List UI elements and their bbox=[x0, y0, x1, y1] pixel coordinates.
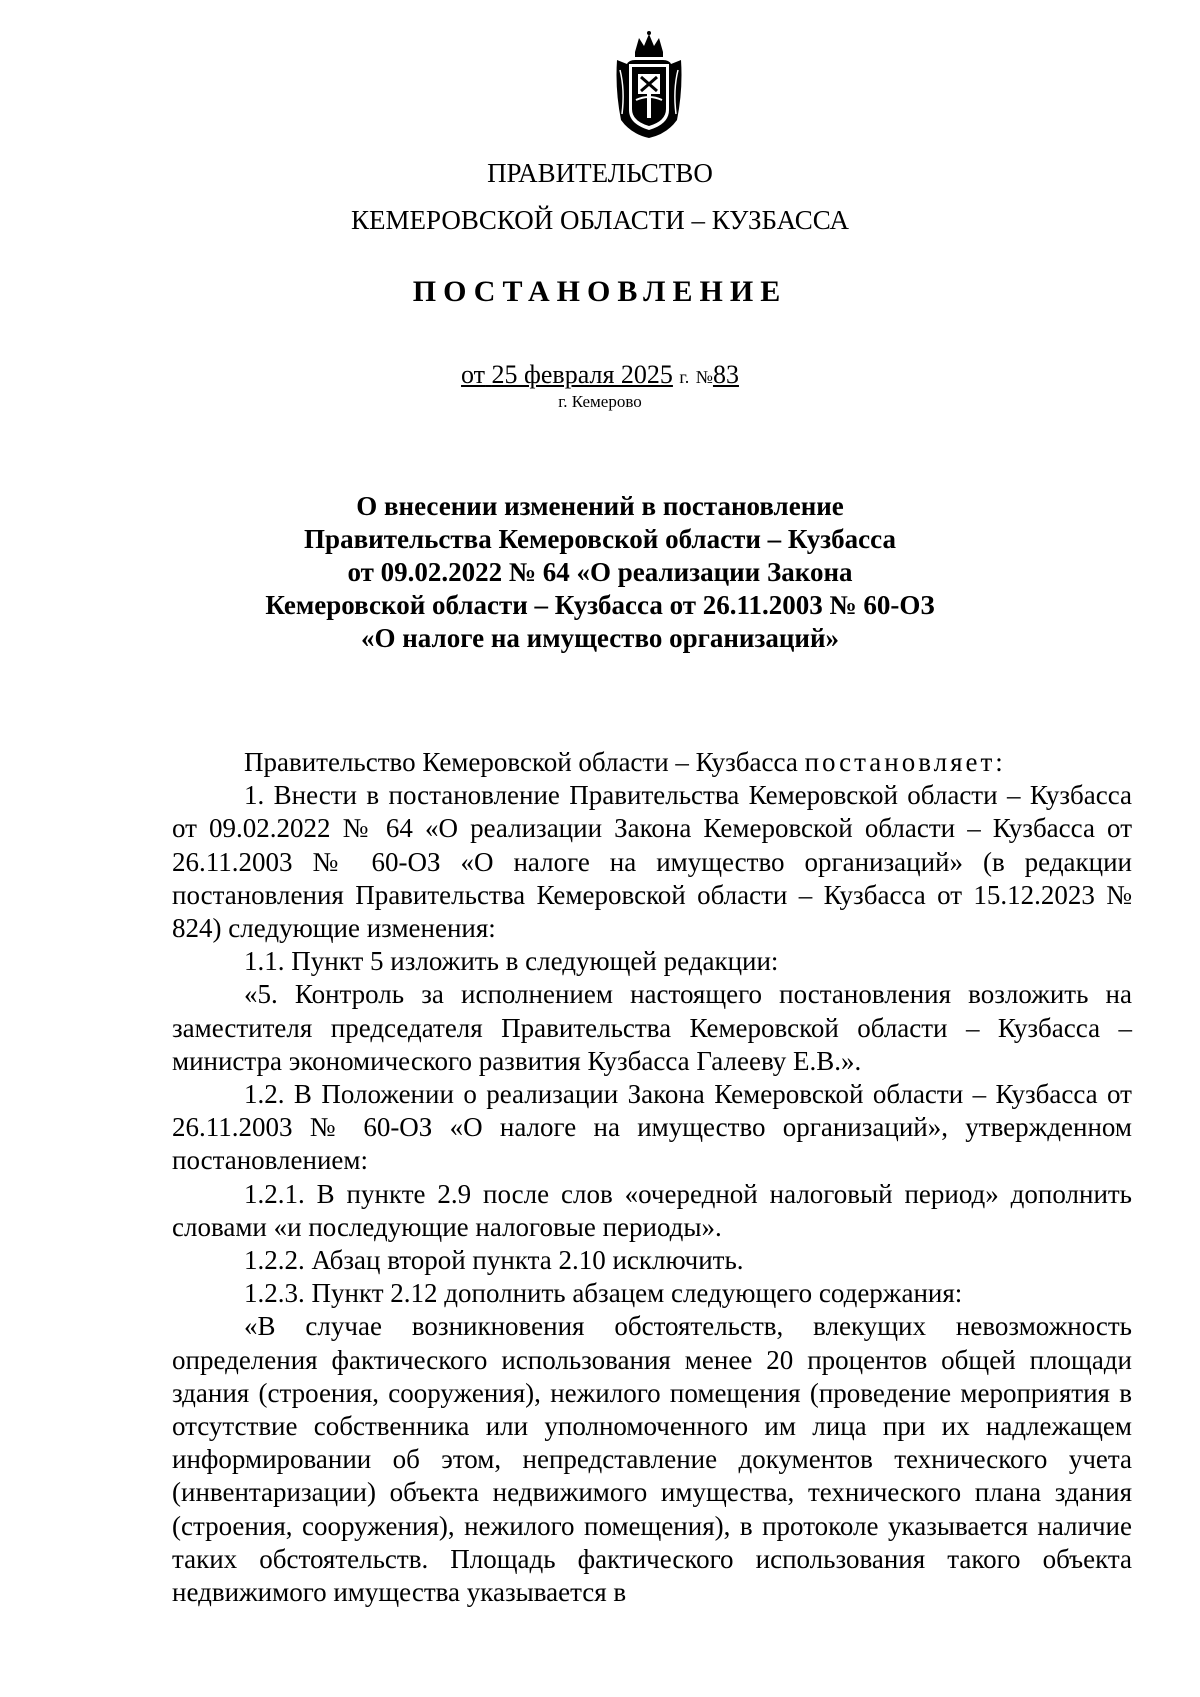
title-line: Правительства Кемеровской области – Кузбасса bbox=[304, 524, 896, 554]
document-city: г. Кемерово bbox=[558, 392, 642, 411]
title-line: «О налоге на имущество организаций» bbox=[361, 623, 839, 653]
organization-region: КЕМЕРОВСКОЙ ОБЛАСТИ – КУЗБАССА bbox=[351, 205, 849, 235]
body-paragraph: «5. Контроль за исполнением настоящего постановления возложить на заместителя председателя Правительства Кемеровской области – Кузбасса – министра экономического развития Кузбасса Галееву Е.В.». bbox=[172, 979, 1132, 1076]
document-date: 25 февраля 2025 bbox=[491, 360, 673, 389]
intro-decree-word: постановляет: bbox=[804, 747, 1006, 777]
title-line: О внесении изменений в постановление bbox=[356, 491, 844, 521]
document-number: 83 bbox=[712, 360, 739, 389]
kemerovo-region-coat-of-arms-icon bbox=[611, 30, 687, 140]
year-suffix: г. bbox=[679, 367, 690, 387]
body-paragraph: 1.2.3. Пункт 2.12 дополнить абзацем следующего содержания: bbox=[244, 1278, 963, 1309]
title-line: от 09.02.2022 № 64 «О реализации Закона bbox=[347, 557, 853, 587]
document-type: ПОСТАНОВЛЕНИЕ bbox=[412, 275, 788, 308]
document-body bbox=[172, 746, 1132, 1609]
body-paragraph: 1.1. Пункт 5 изложить в следующей редакции: bbox=[244, 946, 779, 977]
body-paragraph: 1.2. В Положении о реализации Закона Кемеровской области – Кузбасса от 26.11.2003 № 60-ОЗ «О налоге на имущество организаций», утвержденном постановлением: bbox=[172, 1079, 1132, 1176]
date-prefix: от bbox=[461, 360, 486, 389]
body-paragraph: 1. Внести в постановление Правительства Кемеровской области – Кузбасса от 09.02.2022 № 64 «О реализации Закона Кемеровской области – Кузбасса от 26.11.2003 № 60-ОЗ «О налоге на имущество организаций» (в редакции постановления Правительства Кемеровской области – Кузбасса от 15.12.2023 № 824) следующие изменения: bbox=[172, 780, 1132, 944]
body-paragraph: 1.2.1. В пункте 2.9 после слов «очередной налоговый период» дополнить словами «и последующие налоговые периоды». bbox=[172, 1178, 1132, 1242]
intro-paragraph bbox=[172, 746, 1132, 779]
organization-name: ПРАВИТЕЛЬСТВО bbox=[487, 158, 713, 188]
intro-text: Правительство Кемеровской области – Кузбасса bbox=[244, 747, 798, 777]
date-number-line bbox=[0, 360, 1200, 392]
number-sign: № bbox=[695, 367, 713, 387]
body-paragraph: «В случае возникновения обстоятельств, влекущих невозможность определения фактического использования менее 20 процентов общей площади здания (строения, сооружения), нежилого помещения (проведение мероприятия в отсутствие собственника или уполномоченного им лица при их надлежащем информировании об этом, непредставление документов технического учета (инвентаризации) объекта недвижимого имущества, технического плана здания (строения, сооружения), нежилого помещения), в протоколе указывается наличие таких обстоятельств. Площадь фактического использования такого объекта недвижимого имущества указывается в bbox=[172, 1311, 1132, 1608]
document-title bbox=[0, 490, 1200, 655]
body-paragraph: 1.2.2. Абзац второй пункта 2.10 исключить. bbox=[244, 1245, 744, 1276]
title-line: Кемеровской области – Кузбасса от 26.11.2003 № 60-ОЗ bbox=[265, 590, 935, 620]
